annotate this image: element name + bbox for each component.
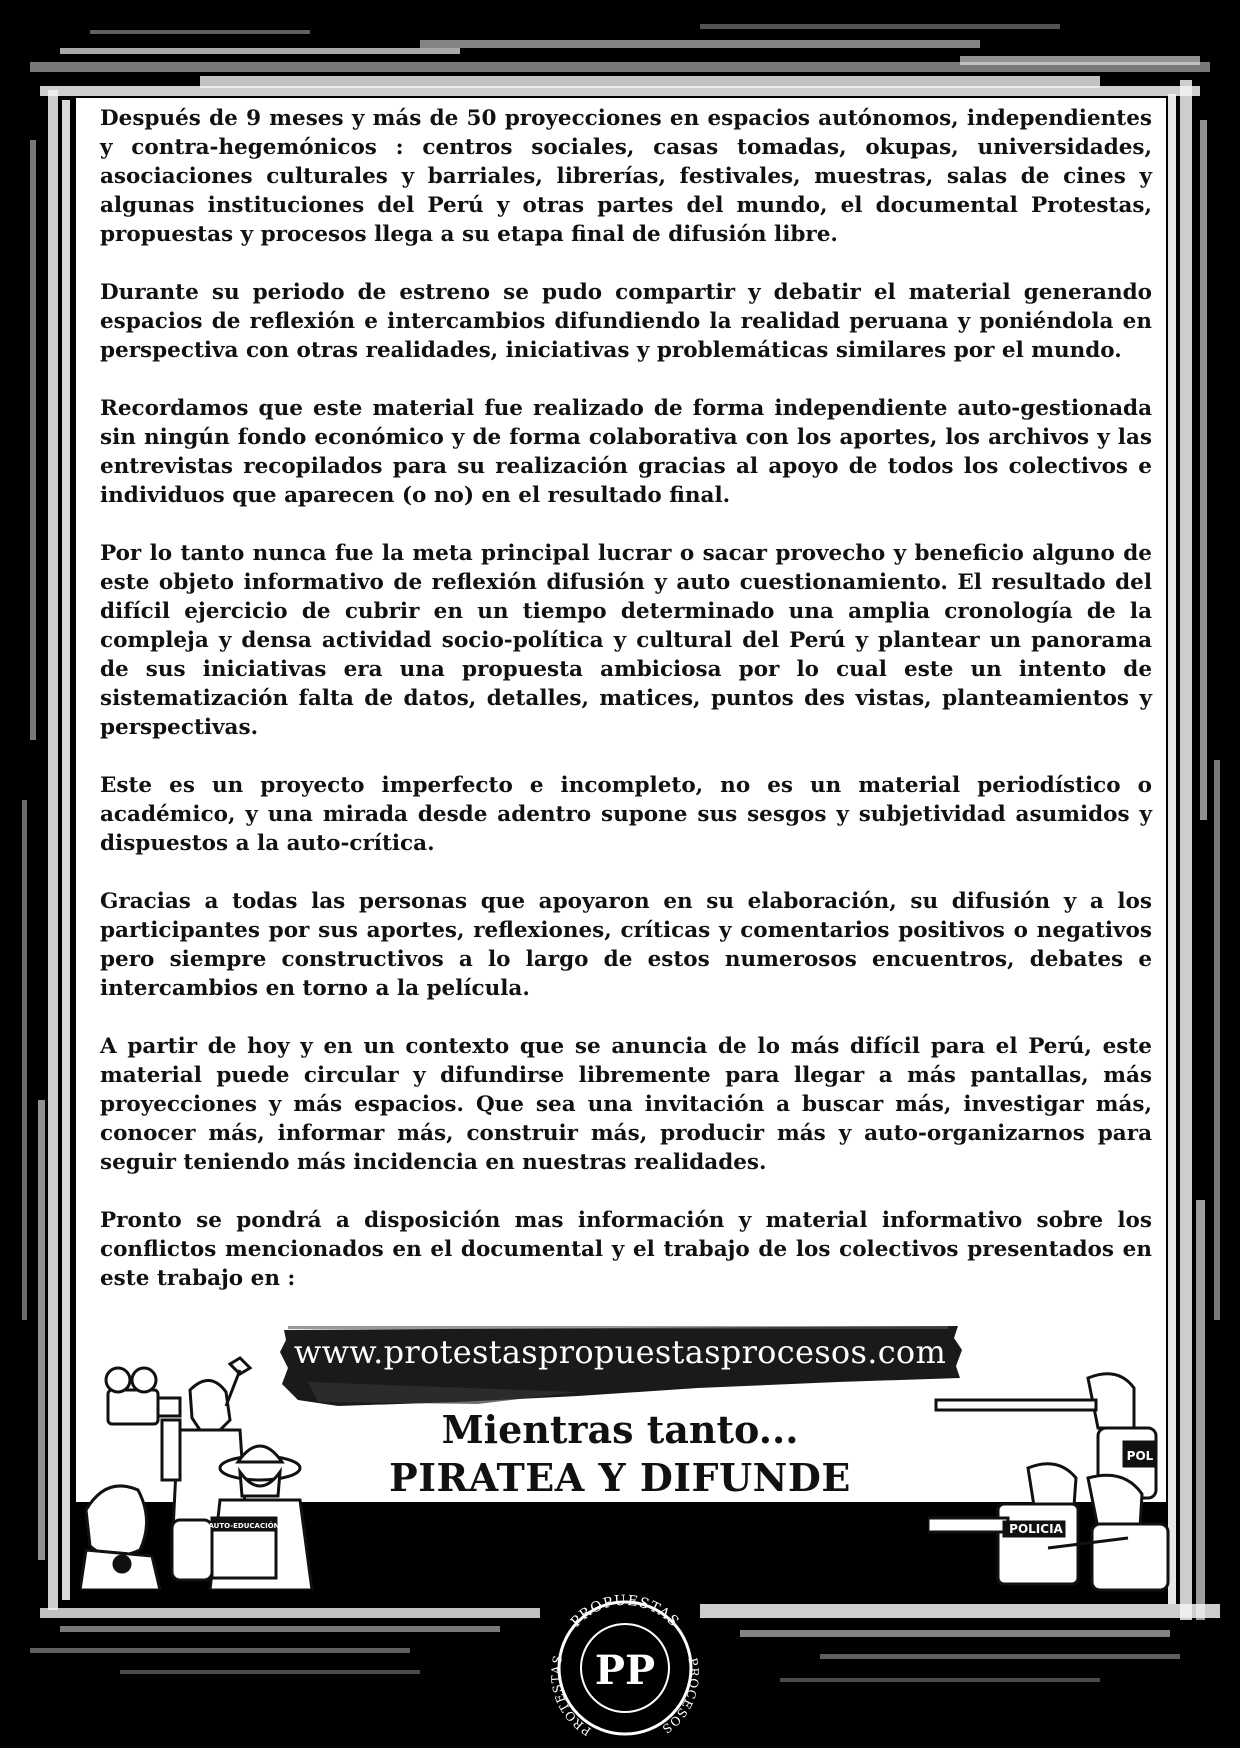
logo-text-top: PROPUESTAS (567, 1592, 683, 1631)
ppp-logo (540, 1588, 710, 1738)
paragraph-2: Durante su periodo de estreno se pudo compartir y debatir el material generando espacios de reflexión e intercambios difundiendo la realidad peruana y poniéndola en perspectiva con otras realidades, iniciativas y problemáticas similares por el mundo. (100, 280, 1152, 363)
police-vest-label: POLICIA (1009, 1522, 1063, 1536)
police-helmet-label: POL (1126, 1449, 1154, 1463)
slogan-line-1: Mientras tanto... (441, 1407, 799, 1452)
logo-ppp-monogram: PP (594, 1647, 656, 1694)
paragraph-4: Por lo tanto nunca fue la meta principal lucrar o sacar provecho y beneficio alguno de este objeto informativo de reflexión difusión y auto cuestionamiento. El resultado del difícil ejercicio de cubrir en un tiempo determinado una amplia cronología de la compleja y densa actividad socio-política y cultural del Perú y plantear un panorama de sus iniciativas era una propuesta ambiciosa por lo cual este un intento de sistematización falta de datos, detalles, matices, puntos des vistas, planteamientos y perspectivas. (100, 541, 1152, 740)
logo-text-left: PROTESTAS (548, 1653, 594, 1738)
body-text (100, 104, 1152, 1322)
paragraph-3: Recordamos que este material fue realizado de forma independiente auto-gestionada sin ningún fondo económico y de forma colaborativa con los aportes, los archivos y las entrevistas recopilados para su realización gracias al apoyo de todos los colectivos e individuos que aparecen (o no) en el resultado final. (100, 396, 1152, 508)
logo-text-right: PROCESOS (658, 1656, 702, 1737)
website-link[interactable]: www.protestaspropuestasprocesos.com (293, 1333, 947, 1371)
slogan-line-2: PIRATEA Y DIFUNDE (389, 1455, 851, 1500)
paragraph-6: Gracias a todas las personas que apoyaron en su elaboración, su difusión y a los participantes por sus aportes, reflexiones, críticas y comentarios positivos o negativos pero siempre constructivos a lo largo de estos numerosos encuentros, debates e intercambios en torno a la película. (100, 889, 1152, 1001)
auto-educacion-sign: AUTO-EDUCACIÓN (208, 1522, 280, 1530)
paragraph-7: A partir de hoy y en un contexto que se anuncia de lo más difícil para el Perú, este material puede circular y difundirse libremente para llegar a más pantallas, más proyecciones y más espacios. Que sea una invitación a buscar más, investigar más, conocer más, informar más, construir más, producir más y auto-organizarnos para seguir teniendo más incidencia en nuestras realidades. (100, 1034, 1152, 1175)
paragraph-1: Después de 9 meses y más de 50 proyecciones en espacios autónomos, independientes y contra-hegemónicos : centros sociales, casas tomadas, okupas, universidades, asociaciones culturales y barriales, librerías, festivales, muestras, salas de cines y algunas instituciones del Perú y otras partes del mundo, el documental Protestas, propuestas y procesos llega a su etapa final de difusión libre. (100, 106, 1152, 247)
paragraph-8: Pronto se pondrá a disposición mas información y material informativo sobre los conflictos mencionados en el documental y el trabajo de los colectivos presentados en este trabajo en : (100, 1208, 1152, 1291)
camera-icon (108, 1390, 158, 1424)
protesters-illustration (80, 1350, 320, 1590)
paragraph-5: Este es un proyecto imperfecto e incompleto, no es un material periodístico o académico, y una mirada desde adentro supone sus sesgos y subjetividad asumidos y dispuestos a la auto-crítica. (100, 773, 1152, 856)
police-illustration (928, 1368, 1178, 1593)
